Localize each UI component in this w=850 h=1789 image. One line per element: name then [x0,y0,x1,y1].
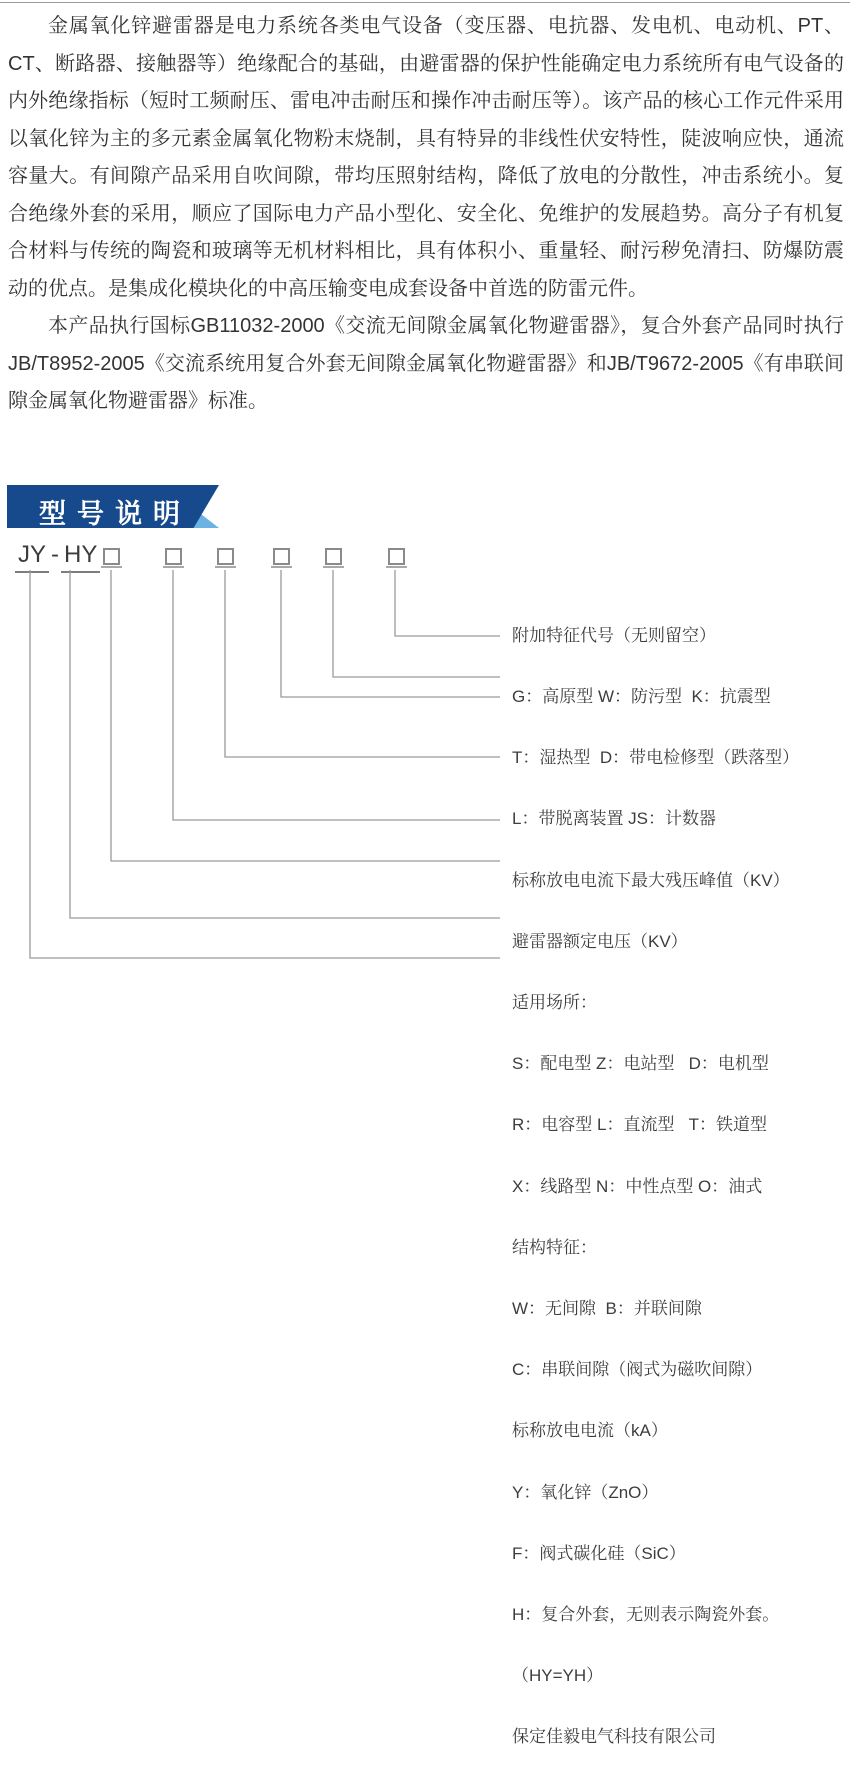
connector-line-box4 [281,570,500,697]
legend-row: 标称放电电流下最大残压峰值（KV） [512,870,790,890]
connector-line-box6 [395,570,500,636]
connector-line-box3 [225,570,500,757]
legend-row: Y：氧化锌（ZnO） [512,1482,659,1502]
connector-line-jy [30,570,500,958]
legend-row: 结构特征： [512,1237,597,1257]
legend-row: 标称放电电流（kA） [512,1421,668,1441]
legend-row: 附加特征代号（无则留空） [512,625,716,645]
legend-row: （HY=YH） [512,1666,604,1686]
intro-paragraph-2: 本产品执行国标GB11032-2000《交流无间隙金属氧化物避雷器》，复合外套产品同时执行JB/T8952-2005《交流系统用复合外套无间隙金属氧化物避雷器》和JB/T9672-2005《有串联间隙金属氧化物避雷器》标准。 [8,315,844,412]
connector-line-box5 [333,570,500,677]
legend-row: H：复合外套，无则表示陶瓷外套。 [512,1605,780,1625]
legend-row: 避雷器额定电压（KV） [512,931,688,951]
legend-row: R：电容型 L：直流型 T：铁道型 [512,1115,768,1135]
legend-row: C：串联间隙（阀式为磁吹间隙） [512,1360,763,1380]
legend-row: X：线路型 N：中性点型 O：油式 [512,1176,763,1196]
connector-line-box1 [111,570,500,861]
connector-line-box2 [173,570,500,820]
model-legend [512,585,842,1789]
legend-row: 保定佳毅电气科技有限公司 [512,1727,716,1747]
section-title: 型号说明 [39,499,191,529]
connector-line-hy [70,570,500,918]
model-prefix-hy: HY [61,541,100,573]
legend-row: F：阀式碳化硅（SiC） [512,1543,686,1563]
legend-row: W：无间隙 B：并联间隙 [512,1299,702,1319]
model-prefix-jy: JY [15,541,49,573]
model-prefix-dash: - [51,541,60,568]
legend-row: G：高原型 W：防污型 K：抗震型 [512,687,771,707]
legend-row: S：配电型 Z：电站型 D：电机型 [512,1054,769,1074]
legend-row: T：湿热型 D：带电检修型（跌落型） [512,748,800,768]
legend-row: L：带脱离装置 JS：计数器 [512,809,717,829]
legend-row: 适用场所： [512,993,597,1013]
intro-paragraph-1: 金属氧化锌避雷器是电力系统各类电气设备（变压器、电抗器、发电机、电动机、PT、CT、断路器、接触器等）绝缘配合的基础，由避雷器的保护性能确定电力系统所有电气设备的内外绝缘指标（短时工频耐压、雷电冲击耐压和操作冲击耐压等）。该产品的核心工作元件采用以氧化锌为主的多元素金属氧化物粉末烧制，具有特异的非线性伏安特性，陡波响应快，通流容量大。有间隙产品采用自吹间隙，带均压照射结构，降低了放电的分散性，冲击系统小。复合绝缘外套的采用，顺应了国际电力产品小型化、安全化、免维护的发展趋势。高分子有机复合材料与传统的陶瓷和玻璃等无机材料相比，具有体积小、重量轻、耐污秽免清扫、防爆防震动的优点。是集成化模块化的中高压输变电成套设备中首选的防雷元件。 [8,15,844,300]
